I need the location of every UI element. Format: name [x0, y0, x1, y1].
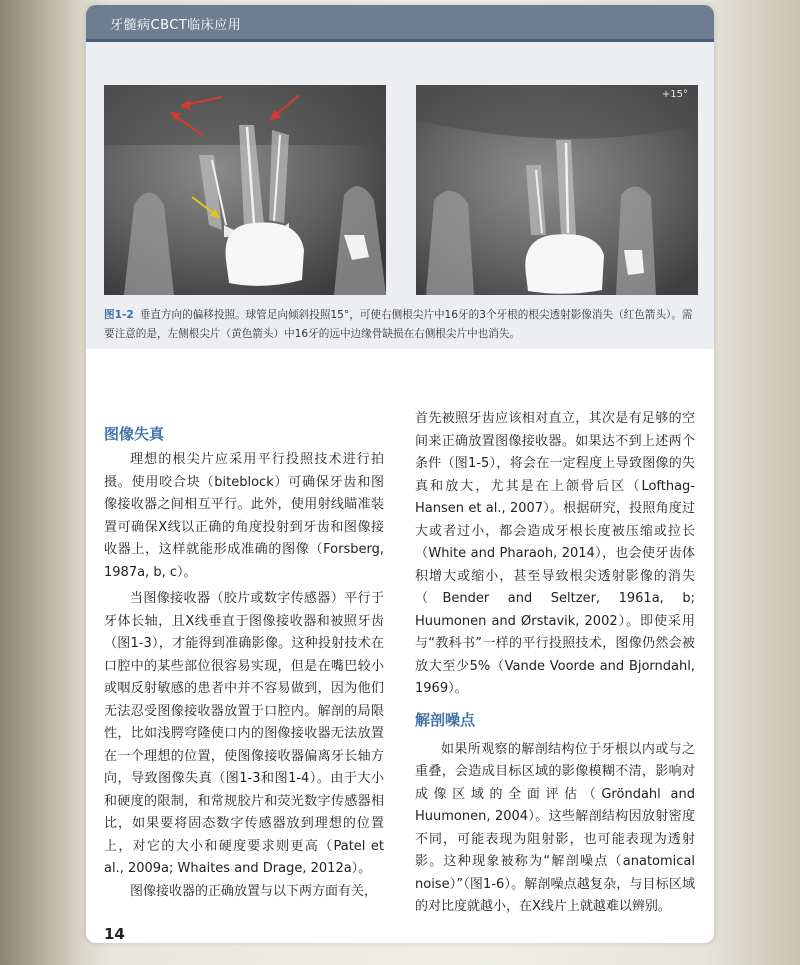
left-column [104, 423, 384, 903]
radiograph-right [416, 85, 698, 295]
book-page [86, 5, 714, 943]
radiograph-left [104, 85, 386, 295]
paragraph: 当图像接收器（胶片或数字传感器）平行于牙体长轴，且X线垂直于图像接收器和被照牙齿（图1-3），才能得到准确影像。这种投射技术在口腔中的某些部位很容易实现，但是在嘴巴较小或咽反射敏感的患者中并不容易做到，因为他们无法忍受图像接收器放置于口腔内。解剖的局限性，比如浅腭穹隆使口内的图像接收器无法放置在一个理想的位置，使图像接收器偏离牙长轴方向，导致图像失真（图1-3和图1-4）。由于大小和硬度的限制，和常规胶片和荧光数字传感器相比，如果要将固态数字传感器放到理想的位置上，对它的大小和硬度要求则更高（Patel et al., 2009a; Whaites and Drage, 2012a）。 [104, 591, 384, 876]
figure-caption [104, 306, 702, 344]
running-header [86, 5, 714, 42]
radiograph-left-image [104, 85, 386, 295]
paragraph: 理想的根尖片应采用平行投照技术进行拍摄。使用咬合块（biteblock）可确保牙齿和图像接收器之间相互平行。此外，使用射线瞄准装置可确保X线以正确的角度投射到牙齿和图像接收器上，这样就能形成准确的图像（Forsberg, 1987a, b, c）。 [104, 452, 384, 580]
paragraph: 图像接收器的正确放置与以下两方面有关， [130, 883, 378, 899]
right-column [415, 408, 695, 919]
section-heading-anatomical-noise: 解剖噪点 [415, 710, 476, 729]
figure-panel [86, 42, 714, 349]
radiograph-right-image [416, 85, 698, 295]
section-heading-image-distortion: 图像失真 [104, 425, 165, 443]
figure-label: 图1-2 [104, 309, 134, 321]
figure-caption-text: 垂直方向的偏移投照。球管足向倾斜投照15°，可使右侧根尖片中16牙的3个牙根的根尖透射影像消失（红色箭头）。需要注意的是，左侧根尖片（黄色箭头）中16牙的远中边缘骨缺损在右侧根尖片中也消失。 [104, 309, 693, 340]
angle-label: +15° [661, 89, 688, 100]
header-title: 牙髓病CBCT临床应用 [110, 18, 242, 33]
page-number: 14 [104, 925, 125, 943]
paragraph: 如果所观察的解剖结构位于牙根以内或与之重叠，会造成目标区域的影像模糊不清，影响对成像区域的全面评估（Gröndahl and Huumonen, 2004）。这些解剖结构因放射密度不同，可能表现为阻射影，也可能表现为透射影。这种现象被称为“解剖噪点（anatomical noise）”（图1-6）。解剖噪点越复杂，与目标区域的对比度就越小，在X线片上就越难以辨别。 [415, 741, 695, 914]
paragraph-continuation: 首先被照牙齿应该相对直立，其次是有足够的空间来正确放置图像接收器。如果达不到上述两个条件（图1-5），将会在一定程度上导致图像的失真和放大，尤其是在上颌骨后区（Lofthag-Hansen et al., 2007）。根据研究，投照角度过大或者过小，都会造成牙根长度被压缩或拉长（White and Pharaoh, 2014），也会使牙齿体积增大或缩小，甚至导致根尖透射影像的消失（Bender and Seltzer, 1961a, b; Huumonen and Ørstavik, 2002）。即使采用与“教科书”一样的平行投照技术，图像仍然会被放大至少5%（Vande Voorde and Bjorndahl, 1969）。 [415, 411, 695, 696]
